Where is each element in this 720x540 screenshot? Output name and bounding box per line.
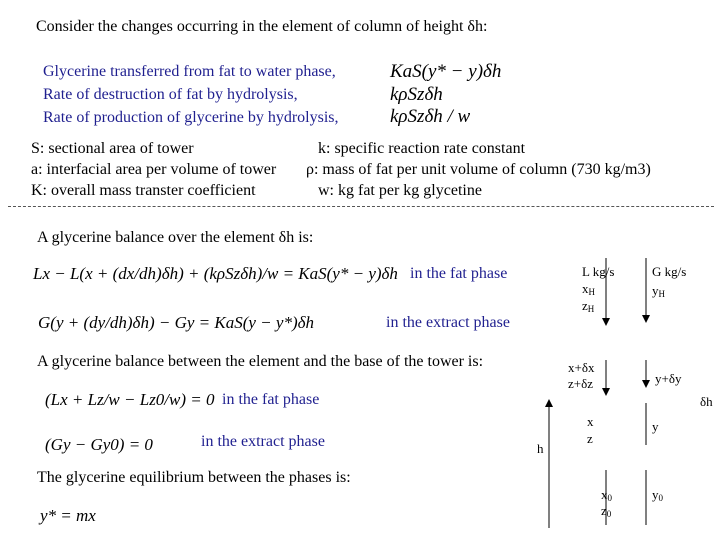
- eq-element-fat: Lx − L(x + (dx/dh)δh) + (kρSzδh)/w = KaS(y* − y)δh: [33, 264, 398, 283]
- label-G: G kg/s: [652, 264, 687, 279]
- eq-equilibrium: y* = mx: [40, 506, 96, 525]
- eq-base-extract: (Gy − Gy0) = 0: [45, 435, 153, 454]
- def-rho: ρ: mass of fat per unit volume of column (730 kg/m3): [306, 161, 651, 178]
- label-dh: δh: [700, 394, 713, 409]
- label-element-extract: in the extract phase: [386, 314, 510, 331]
- label-yH: yH: [652, 283, 665, 299]
- def-k-overall: K: overall mass transter coefficient: [31, 182, 256, 199]
- eq-element-extract: G(y + (dy/dh)δh) − Gy = KaS(y − y*)δh: [38, 313, 315, 332]
- balance-base-heading: A glycerine balance between the element and the base of the tower is:: [37, 353, 484, 370]
- label-x: x: [587, 414, 594, 429]
- label-base-extract: in the extract phase: [201, 433, 325, 450]
- rate-expr-destruction: kρSzδh: [390, 84, 443, 105]
- rate-expr-production: kρSzδh / w: [390, 106, 471, 127]
- label-y0: y0: [652, 487, 663, 503]
- rate-expr-transfer: KaS(y* − y)δh: [390, 61, 502, 82]
- label-y: y: [652, 419, 659, 434]
- def-a: a: interfacial area per volume of tower: [31, 161, 277, 178]
- label-z-dz: z+δz: [568, 376, 593, 391]
- label-x-dx: x+δx: [568, 360, 595, 375]
- def-k-rate: k: specific reaction rate constant: [318, 140, 526, 157]
- label-h: h: [537, 441, 544, 456]
- rate-label-destruction: Rate of destruction of fat by hydrolysis,: [43, 86, 298, 103]
- label-element-fat: in the fat phase: [410, 265, 508, 282]
- def-w: w: kg fat per kg glycetine: [318, 182, 482, 199]
- rate-label-transfer: Glycerine transferred from fat to water phase,: [43, 63, 336, 80]
- eq-base-fat: (Lx + Lz/w − Lz0/w) = 0: [45, 390, 215, 409]
- label-xH: xH: [582, 281, 595, 297]
- page-title: Consider the changes occurring in the element of column of height δh:: [36, 18, 488, 35]
- label-z: z: [587, 431, 593, 446]
- label-L: L kg/s: [582, 264, 615, 279]
- rate-label-production: Rate of production of glycerine by hydrolysis,: [43, 109, 339, 126]
- label-base-fat: in the fat phase: [222, 391, 320, 408]
- def-s: S: sectional area of tower: [31, 140, 194, 157]
- label-z0: z0: [601, 503, 612, 519]
- balance-element-heading: A glycerine balance over the element δh is:: [37, 229, 314, 246]
- label-y-dy: y+δy: [655, 371, 682, 386]
- label-x0: x0: [601, 487, 612, 503]
- label-zH: zH: [582, 298, 595, 314]
- equilibrium-heading: The glycerine equilibrium between the phases is:: [37, 469, 351, 486]
